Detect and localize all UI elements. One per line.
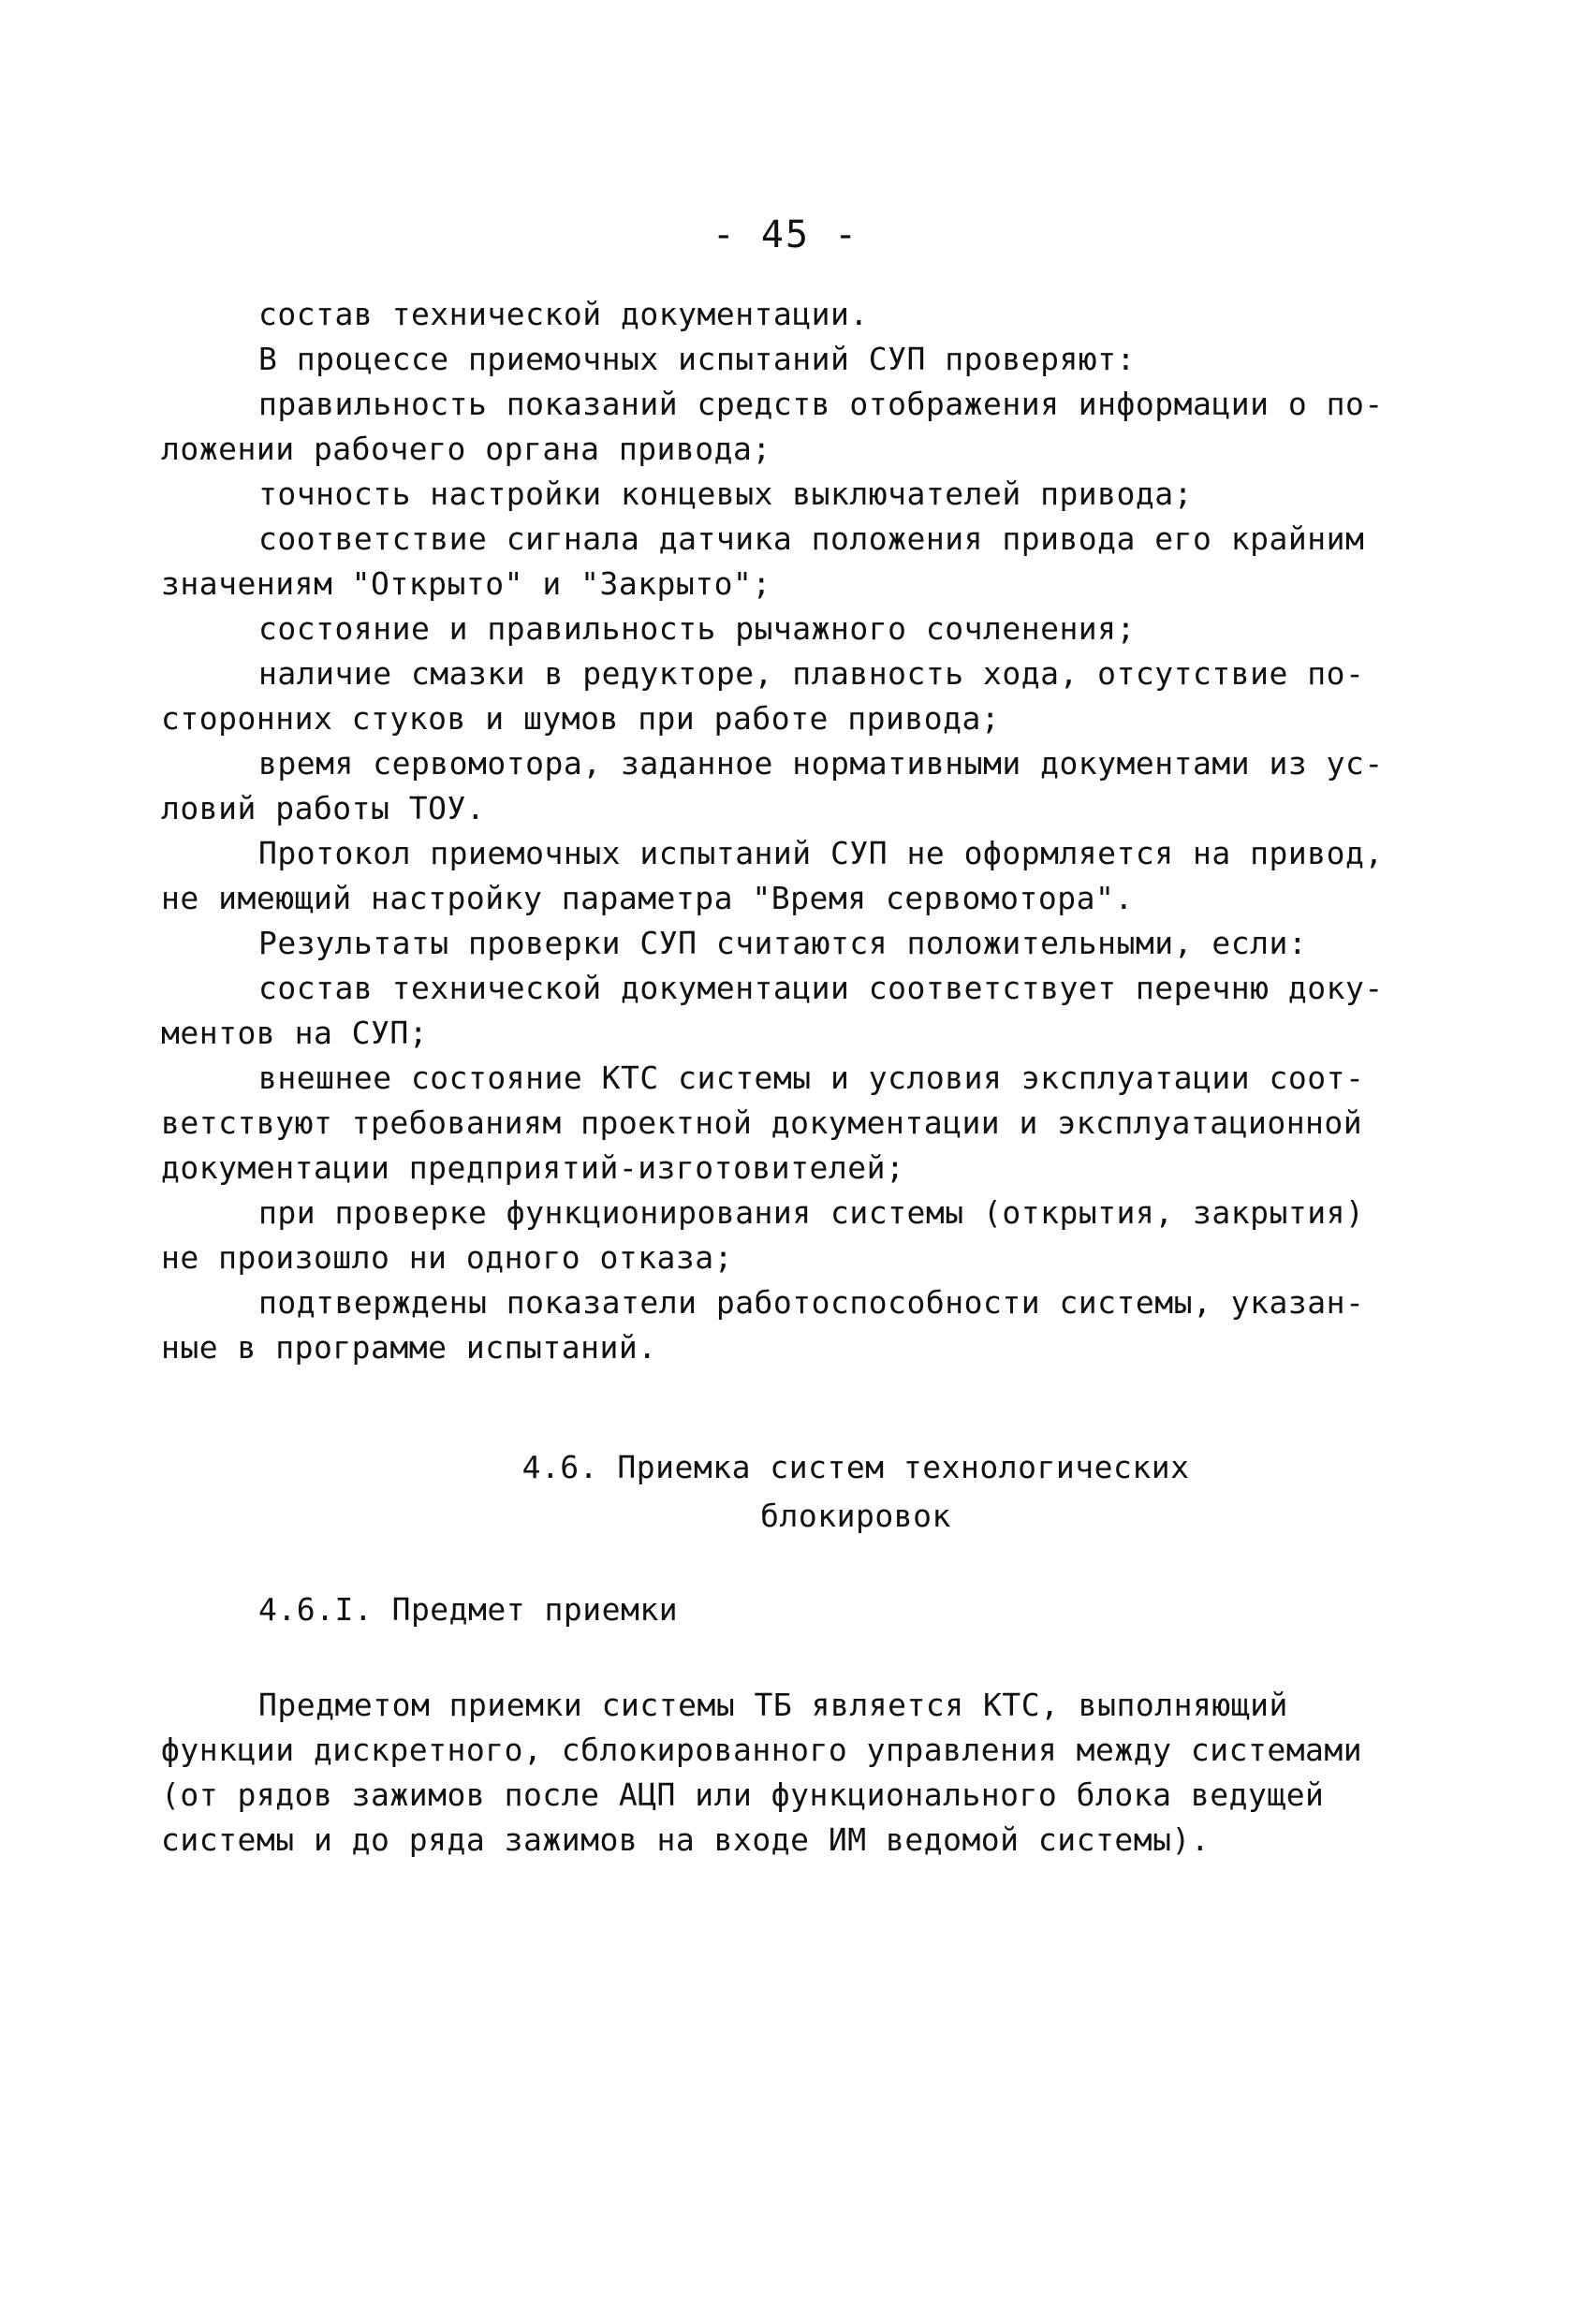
text-line: функции дискретного, сблокированного управления между системами xyxy=(161,1732,1363,1768)
text-line: не имеющий настройку параметра "Время сервомотора". xyxy=(161,880,1134,916)
text-line: состав технической документации. xyxy=(258,296,869,332)
text-line: ветствуют требованиям проектной документации и эксплуатационной xyxy=(161,1104,1363,1141)
text-line: Протокол приемочных испытаний СУП не оформляется на привод, xyxy=(258,835,1384,871)
text-line: внешнее состояние КТС системы и условия эксплуатации соот- xyxy=(258,1060,1365,1096)
text-line: сторонних стуков и шумов при работе привода; xyxy=(161,700,1001,737)
text-line: ловий работы ТОУ. xyxy=(161,790,486,826)
text-line: значениям "Открыто" и "Закрыто"; xyxy=(161,565,771,602)
text-line: состав технической документации соответствует перечню доку- xyxy=(258,970,1384,1006)
page-number: - 45 - xyxy=(712,213,859,256)
text-line: не произошло ни одного отказа; xyxy=(161,1239,734,1276)
text-line: время сервомотора, заданное нормативными документами из ус- xyxy=(258,745,1384,782)
final-paragraph xyxy=(161,1683,1369,1863)
text-line: ментов на СУП; xyxy=(161,1015,429,1051)
text-line: точность настройки концевых выключателей привода; xyxy=(258,475,1194,512)
text-line: (от рядов зажимов после АЦП или функционального блока ведущей xyxy=(161,1776,1325,1813)
text-line: системы и до ряда зажимов на входе ИМ ведомой системы). xyxy=(161,1821,1211,1858)
text-line: Результаты проверки СУП считаются положительными, если: xyxy=(258,925,1308,961)
text-line: ные в программе испытаний. xyxy=(161,1329,657,1366)
text-line: правильность показаний средств отображения информации о по- xyxy=(258,386,1384,422)
section-heading-line1: 4.6. Приемка систем технологических xyxy=(521,1449,1190,1485)
subsection-heading: 4.6.I. Предмет приемки xyxy=(258,1591,679,1628)
text-line: наличие смазки в редукторе, плавность хода, отсутствие по- xyxy=(258,655,1365,692)
text-line: при проверке функционирования системы (открытия, закрытия) xyxy=(258,1194,1365,1231)
text-line: подтверждены показатели работоспособности системы, указан- xyxy=(258,1284,1365,1321)
text-line: ложении рабочего органа привода; xyxy=(161,431,771,467)
text-line: состояние и правильность рычажного сочленения; xyxy=(258,610,1136,647)
text-line: В процессе приемочных испытаний СУП проверяют: xyxy=(258,341,1136,377)
text-line: документации предприятий-изготовителей; xyxy=(161,1149,905,1186)
text-line: соответствие сигнала датчика положения привода его крайним xyxy=(258,520,1365,557)
body-text xyxy=(161,292,1384,1370)
section-heading-line2: блокировок xyxy=(760,1498,951,1534)
text-line: Предметом приемки системы ТБ является КТС, выполняющий xyxy=(258,1687,1288,1723)
